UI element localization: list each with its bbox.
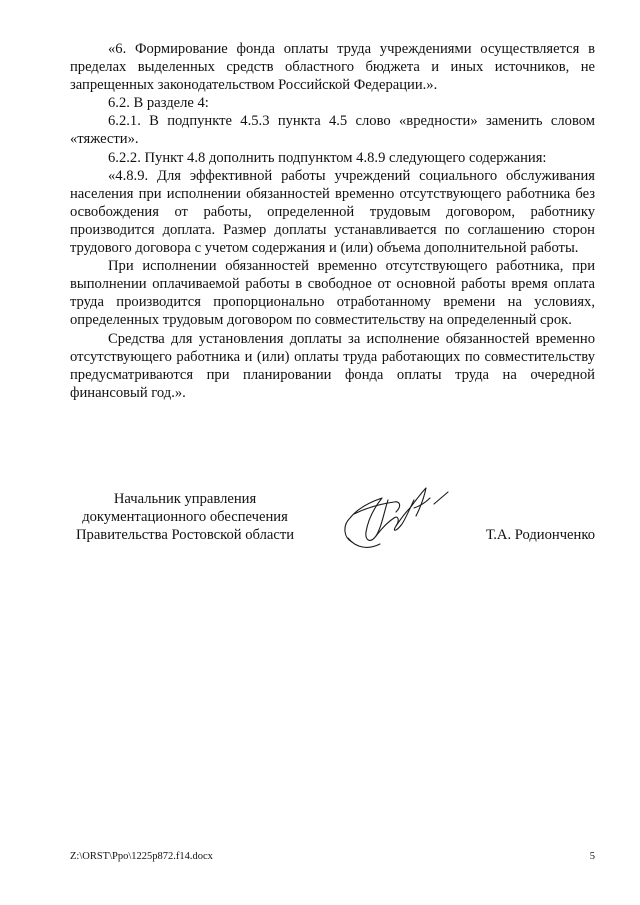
paragraph-6-2-2: 6.2.2. Пункт 4.8 дополнить подпунктом 4.8.9 следующего содержания: <box>108 149 547 166</box>
paragraph-6-funding: «6. Формирование фонда оплаты труда учреждениями осуществляется в пределах выделенных средств областного бюджета и иных источников, не запрещенных законодательством Российской Федерации.». <box>70 41 595 94</box>
signatory-title-line: документационного обеспечения <box>82 509 288 525</box>
paragraph-4-8-9: «4.8.9. Для эффективной работы учреждений социального обслуживания населения при исполнении обязанностей временно отсутствующего работника без освобождения от работы, определенной трудовым договором, работнику производится доплата. Размер доплаты устанавливается по соглашению сторон трудового договора с учетом содержания и (или) объема дополнительной работы. <box>70 167 595 257</box>
signatory-title <box>70 490 300 544</box>
signatory-name: Т.А. Родионченко <box>485 527 595 543</box>
signatory-title-line: Правительства Ростовской области <box>75 527 295 543</box>
page-number: 5 <box>589 851 595 862</box>
paragraph-part-time-pay: При исполнении обязанностей временно отсутствующего работника, при выполнении оплачиваемой работы в свободное от основной работы время оплата труда производится пропорционально отработанному времени на условиях, определенных трудовым договором по совместительству на определенный срок. <box>70 258 595 329</box>
document-body <box>70 40 595 402</box>
footer-file-path: Z:\ORST\Ppo\1225p872.f14.docx <box>70 851 213 862</box>
paragraph-funding-planning: Средства для установления доплаты за исполнение обязанностей временно отсутствующего работника и (или) оплаты труда работающих по совместительству предусматриваются при планировании фонда оплаты труда на очередной финансовый год.». <box>70 330 595 401</box>
signatory-title-line: Начальник управления <box>113 491 257 507</box>
paragraph-6-2-1: 6.2.1. В подпункте 4.5.3 пункта 4.5 слово «вредности» заменить словом «тяжести». <box>70 113 595 148</box>
handwritten-signature <box>330 478 460 558</box>
paragraph-6-2-heading: 6.2. В разделе 4: <box>108 95 209 112</box>
